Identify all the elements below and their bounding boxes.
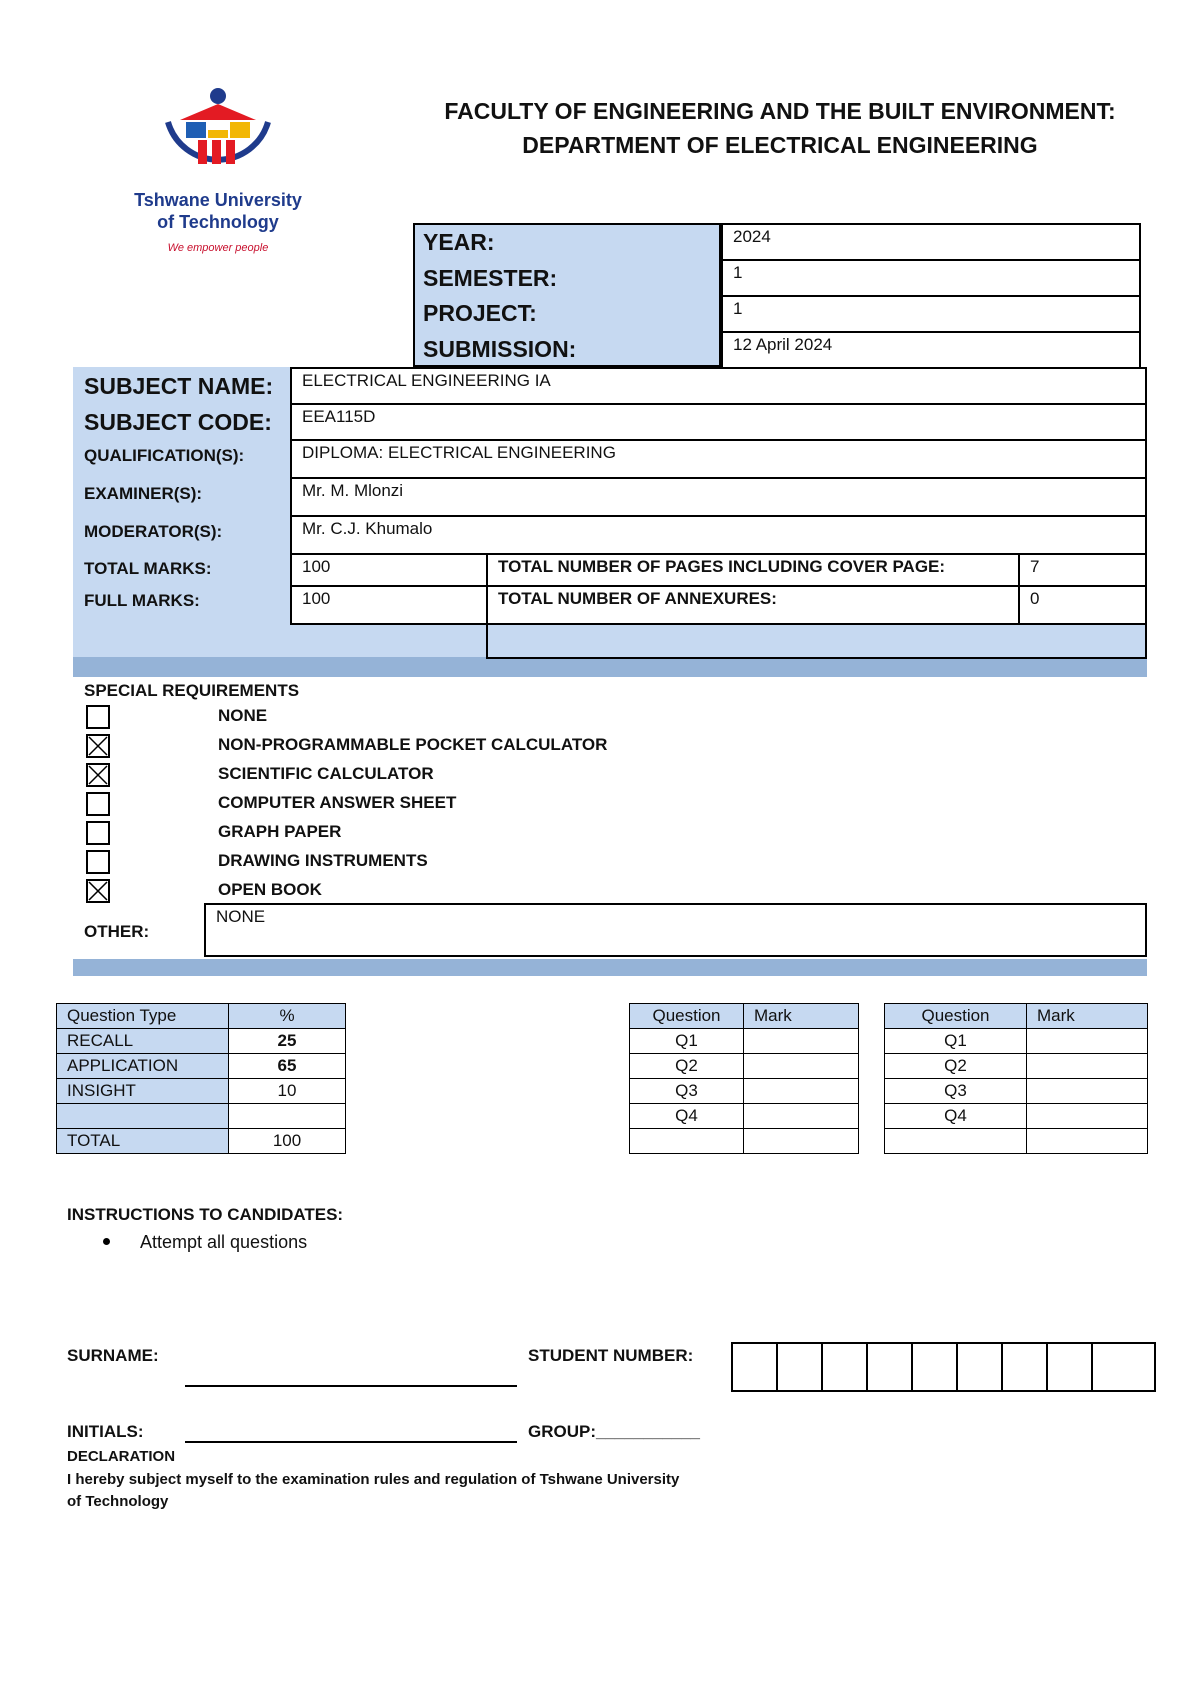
req-graph-paper-label: GRAPH PAPER <box>218 822 342 841</box>
checkbox-none[interactable] <box>86 705 110 729</box>
project-label: PROJECT: <box>423 300 537 326</box>
group-label: GROUP:___________ <box>528 1422 701 1441</box>
instructions-title: INSTRUCTIONS TO CANDIDATES: <box>67 1205 344 1224</box>
faculty-title: FACULTY OF ENGINEERING AND THE BUILT ENVIRONMENT: <box>444 98 1116 124</box>
req-scientific-calculator-label: SCIENTIFIC CALCULATOR <box>218 764 434 783</box>
empty-row-line <box>486 623 488 659</box>
col-mark: Mark <box>1027 1004 1148 1029</box>
question-cell <box>885 1129 1027 1154</box>
subject-name-field[interactable]: ELECTRICAL ENGINEERING IA <box>290 367 1147 405</box>
pct-cell: 10 <box>229 1079 346 1104</box>
checkbox-open-book[interactable] <box>86 879 110 903</box>
total-marks-label: TOTAL MARKS: <box>84 559 212 578</box>
total-value-cell: 100 <box>229 1129 346 1154</box>
bullet-icon <box>103 1238 110 1245</box>
question-cell: Q4 <box>630 1104 744 1129</box>
project-field[interactable]: 1 <box>721 295 1141 333</box>
question-cell: Q2 <box>630 1054 744 1079</box>
check-x-icon <box>88 881 108 901</box>
req-computer-answer-sheet-label: COMPUTER ANSWER SHEET <box>218 793 457 812</box>
check-x-icon <box>88 765 108 785</box>
table-row <box>630 1054 859 1079</box>
table-row <box>630 1029 859 1054</box>
mark-cell[interactable] <box>1027 1129 1148 1154</box>
table-row <box>630 1129 859 1154</box>
student-number-box[interactable] <box>911 1342 958 1392</box>
table-header-row <box>885 1004 1148 1029</box>
semester-label: SEMESTER: <box>423 265 558 291</box>
student-number-label: STUDENT NUMBER: <box>528 1346 694 1365</box>
subject-code-field[interactable]: EEA115D <box>290 403 1147 441</box>
col-question-type: Question Type <box>57 1004 229 1029</box>
semester-field[interactable]: 1 <box>721 259 1141 297</box>
table-total-row <box>57 1129 346 1154</box>
moderator-label: MODERATOR(S): <box>84 522 223 541</box>
table-row <box>57 1104 346 1129</box>
question-cell: Q4 <box>885 1104 1027 1129</box>
initials-line[interactable] <box>185 1441 517 1443</box>
student-number-box[interactable] <box>1001 1342 1048 1392</box>
surname-line[interactable] <box>185 1385 517 1387</box>
col-question: Question <box>885 1004 1027 1029</box>
examiner-field[interactable]: Mr. M. Mlonzi <box>290 477 1147 517</box>
table-row <box>57 1079 346 1104</box>
table-row <box>885 1079 1148 1104</box>
req-drawing-instruments-label: DRAWING INSTRUMENTS <box>218 851 428 870</box>
tut-logo <box>128 82 308 262</box>
req-open-book-label: OPEN BOOK <box>218 880 322 899</box>
student-number-box[interactable] <box>1091 1342 1156 1392</box>
subject-divider-band <box>73 657 1147 677</box>
table-header-row <box>630 1004 859 1029</box>
pct-cell: 25 <box>229 1029 346 1054</box>
subject-name-label: SUBJECT NAME: <box>84 373 274 399</box>
check-x-icon <box>88 736 108 756</box>
total-label-cell: TOTAL <box>57 1129 229 1154</box>
special-divider-band <box>73 959 1147 976</box>
student-number-box[interactable] <box>956 1342 1003 1392</box>
instruction-item: Attempt all questions <box>140 1232 308 1252</box>
logo-tagline: We empower people <box>167 242 269 254</box>
col-mark: Mark <box>744 1004 859 1029</box>
table-row <box>57 1029 346 1054</box>
question-cell: Q2 <box>885 1054 1027 1079</box>
mark-cell[interactable] <box>1027 1029 1148 1054</box>
declaration-title: DECLARATION <box>67 1448 176 1465</box>
req-non-programmable-calculator-label: NON-PROGRAMMABLE POCKET CALCULATOR <box>218 735 608 754</box>
pct-cell: 65 <box>229 1054 346 1079</box>
req-none-label: NONE <box>218 706 268 725</box>
table-row <box>57 1054 346 1079</box>
qtype-cell <box>57 1104 229 1129</box>
full-marks-label: FULL MARKS: <box>84 591 200 610</box>
annexures-field[interactable]: 0 <box>1018 585 1147 625</box>
other-label: OTHER: <box>84 922 150 941</box>
mark-cell[interactable] <box>744 1054 859 1079</box>
department-title: DEPARTMENT OF ELECTRICAL ENGINEERING <box>522 132 1038 158</box>
qualification-field[interactable]: DIPLOMA: ELECTRICAL ENGINEERING <box>290 439 1147 479</box>
mark-cell[interactable] <box>1027 1079 1148 1104</box>
pct-cell <box>229 1104 346 1129</box>
declaration-line2: of Technology <box>67 1493 169 1510</box>
year-label: YEAR: <box>423 229 495 255</box>
full-marks-field[interactable]: 100 <box>290 585 488 625</box>
tut-emblem-icon <box>128 82 308 187</box>
special-requirements-title: SPECIAL REQUIREMENTS <box>84 681 300 700</box>
table-row <box>885 1104 1148 1129</box>
checkbox-drawing-instruments[interactable] <box>86 850 110 874</box>
student-number-box[interactable] <box>776 1342 823 1392</box>
mark-cell[interactable] <box>744 1079 859 1104</box>
other-field[interactable]: NONE <box>204 903 1147 957</box>
table-row <box>885 1129 1148 1154</box>
question-cell <box>630 1129 744 1154</box>
student-number-box[interactable] <box>731 1342 778 1392</box>
question-cell: Q1 <box>885 1029 1027 1054</box>
empty-row-divider <box>486 623 1147 659</box>
declaration-line1: I hereby subject myself to the examination rules and regulation of Tshwane University <box>67 1471 680 1488</box>
qualification-label: QUALIFICATION(S): <box>84 446 245 465</box>
question-cell: Q3 <box>630 1079 744 1104</box>
table-row <box>630 1104 859 1129</box>
col-percent: % <box>229 1004 346 1029</box>
moderator-field[interactable]: Mr. C.J. Khumalo <box>290 515 1147 555</box>
table-header-row <box>57 1004 346 1029</box>
col-question: Question <box>630 1004 744 1029</box>
mark-cell[interactable] <box>1027 1054 1148 1079</box>
checkbox-scientific-calculator[interactable] <box>86 763 110 787</box>
question-type-table <box>56 1003 346 1154</box>
submission-label: SUBMISSION: <box>423 336 577 362</box>
checkbox-computer-answer-sheet[interactable] <box>86 792 110 816</box>
logo-name-line2: of Technology <box>157 212 279 232</box>
submission-field[interactable]: 12 April 2024 <box>721 331 1141 369</box>
question-cell: Q1 <box>630 1029 744 1054</box>
mark-cell[interactable] <box>1027 1104 1148 1129</box>
qtype-cell: APPLICATION <box>57 1054 229 1079</box>
qtype-cell: RECALL <box>57 1029 229 1054</box>
checkbox-non-programmable-calculator[interactable] <box>86 734 110 758</box>
year-field[interactable]: 2024 <box>721 223 1141 261</box>
marks-table-2 <box>884 1003 1148 1154</box>
pages-label: TOTAL NUMBER OF PAGES INCLUDING COVER PAGE: <box>486 553 1020 587</box>
annexures-label: TOTAL NUMBER OF ANNEXURES: <box>486 585 1020 625</box>
qtype-cell: INSIGHT <box>57 1079 229 1104</box>
total-marks-field[interactable]: 100 <box>290 553 488 587</box>
surname-label: SURNAME: <box>67 1346 159 1365</box>
mark-cell[interactable] <box>744 1104 859 1129</box>
checkbox-graph-paper[interactable] <box>86 821 110 845</box>
mark-cell[interactable] <box>744 1029 859 1054</box>
question-cell: Q3 <box>885 1079 1027 1104</box>
examiner-label: EXAMINER(S): <box>84 484 203 503</box>
student-number-box[interactable] <box>1046 1342 1093 1392</box>
mark-cell[interactable] <box>744 1129 859 1154</box>
table-row <box>885 1054 1148 1079</box>
student-number-box[interactable] <box>821 1342 868 1392</box>
marks-table-1 <box>629 1003 859 1154</box>
initials-label: INITIALS: <box>67 1422 144 1441</box>
student-number-box[interactable] <box>866 1342 913 1392</box>
pages-field[interactable]: 7 <box>1018 553 1147 587</box>
table-row <box>630 1079 859 1104</box>
logo-name-line1: Tshwane University <box>134 190 302 210</box>
table-row <box>885 1029 1148 1054</box>
subject-code-label: SUBJECT CODE: <box>84 409 272 435</box>
